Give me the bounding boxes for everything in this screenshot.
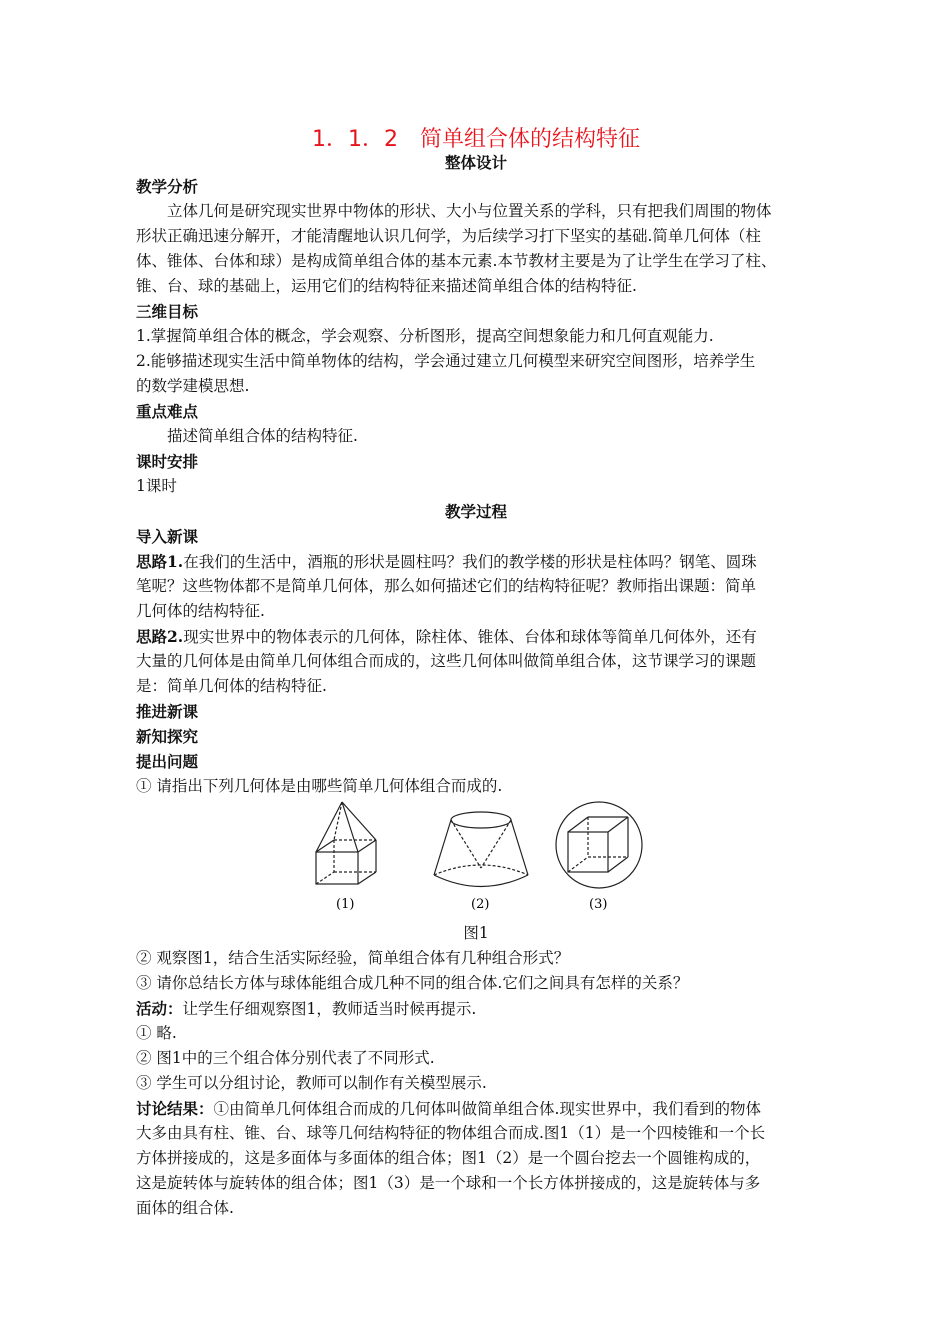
result-text: ①由简单几何体组合而成的几何体叫做简单组合体.现实世界中，我们看到的物体: [213, 1100, 761, 1118]
idea1-line: [136, 549, 821, 575]
heading-goals: 三维目标: [136, 302, 199, 321]
figure-caption: 图1: [463, 924, 489, 942]
figure-label-3: (3): [589, 897, 608, 912]
result-label: 讨论结果：: [136, 1099, 214, 1118]
answer-2: ② 图1中的三个组合体分别代表了不同形式.: [136, 1049, 435, 1067]
result-line: 大多由具有柱、锥、台、球等几何结构特征的物体组合而成.图1（1）是一个四棱锥和一个长: [136, 1124, 766, 1142]
idea2-line: 是：简单几何体的结构特征.: [136, 677, 327, 695]
heading-questions: 提出问题: [136, 752, 199, 771]
idea2-line: 大量的几何体是由简单几何体组合而成的，这些几何体叫做简单组合体，这节课学习的课题: [136, 652, 757, 670]
hours-text: 1课时: [136, 477, 177, 495]
heading-explore: 新知探究: [136, 727, 199, 746]
idea2-line: [136, 624, 821, 650]
sphere-with-box-figure: [556, 802, 642, 888]
heading-advance: 推进新课: [136, 702, 199, 721]
question-3: ③ 请你总结长方体与球体能组合成几种不同的组合体.它们之间具有怎样的关系？: [136, 974, 689, 992]
activity-text: 让学生仔细观察图1，教师适当时候再提示.: [182, 1000, 477, 1018]
figure-1: [306, 800, 646, 920]
idea1-text: 在我们的生活中，酒瓶的形状是圆柱吗？我们的教学楼的形状是柱体吗？钢笔、圆珠: [183, 553, 757, 571]
key-points-text: 描述简单组合体的结构特征.: [167, 427, 358, 445]
analysis-line: 立体几何是研究现实世界中物体的形状、大小与位置关系的学科，只有把我们周围的物体: [167, 202, 772, 220]
heading-analysis: 教学分析: [136, 177, 199, 196]
idea2-text: 现实世界中的物体表示的几何体，除柱体、锥体、台体和球体等简单几何体外，还有: [183, 628, 757, 646]
idea1-line: 几何体的结构特征.: [136, 602, 265, 620]
goal-line: 的数学建模思想.: [136, 377, 250, 395]
figure-label-2: (2): [471, 897, 490, 912]
question-2: ② 观察图1，结合生活实际经验，简单组合体有几种组合形式？: [136, 949, 570, 967]
heading-hours: 课时安排: [136, 452, 199, 471]
result-line: [136, 1096, 821, 1122]
goal-line: 2.能够描述现实生活中简单物体的结构，学会通过建立几何模型来研究空间图形，培养学生: [136, 352, 756, 370]
idea1-label: 思路1.: [136, 552, 184, 571]
section-subtitle: 整体设计: [444, 153, 507, 172]
pyramid-on-box-figure: [316, 802, 376, 884]
figure-label-1: (1): [336, 897, 355, 912]
heading-intro: 导入新课: [136, 527, 199, 546]
heading-process: 教学过程: [444, 502, 507, 521]
idea1-line: 笔呢？这些物体都不是简单几何体，那么如何描述它们的结构特征呢？教师指出课题：简单: [136, 577, 757, 595]
result-line: 面体的组合体.: [136, 1199, 234, 1217]
heading-key-points: 重点难点: [136, 402, 199, 421]
activity-line: [136, 996, 821, 1022]
question-1: ① 请指出下列几何体是由哪些简单几何体组合而成的.: [136, 777, 503, 795]
frustum-minus-cone-figure: [434, 812, 528, 887]
goal-line: 1.掌握简单组合体的概念，学会观察、分析图形，提高空间想象能力和几何直观能力.: [136, 327, 714, 345]
analysis-line: 形状正确迅速分解开，才能清醒地认识几何学，为后续学习打下坚实的基础.简单几何体（柱: [136, 227, 761, 245]
activity-label: 活动：: [136, 999, 183, 1018]
document-title: 1．1．2 简单组合体的结构特征: [312, 127, 640, 152]
analysis-line: 体、锥体、台体和球）是构成简单组合体的基本元素.本节教材主要是为了让学生在学习了柱、: [136, 252, 777, 270]
idea2-label: 思路2.: [136, 627, 184, 646]
analysis-line: 锥、台、球的基础上，运用它们的结构特征来描述简单组合体的结构特征.: [136, 277, 637, 295]
result-line: 这是旋转体与旋转体的组合体；图1（3）是一个球和一个长方体拼接成的，这是旋转体与多: [136, 1174, 761, 1192]
answer-1: ① 略.: [136, 1024, 177, 1042]
answer-3: ③ 学生可以分组讨论，教师可以制作有关模型展示.: [136, 1074, 487, 1092]
result-line: 方体拼接成的，这是多面体与多面体的组合体；图1（2）是一个圆台挖去一个圆锥构成的，: [136, 1149, 761, 1167]
